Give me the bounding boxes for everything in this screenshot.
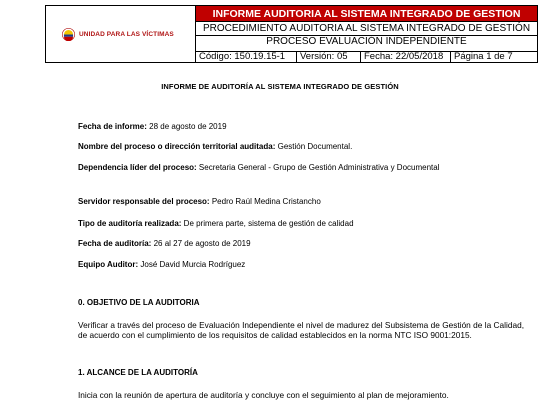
field-lead-department (78, 162, 518, 173)
field-value: 26 al 27 de agosto de 2019 (151, 239, 251, 248)
field-report-date (78, 121, 518, 132)
field-value: Secretaria General - Grupo de Gestión Administrativa y Documental (196, 163, 440, 172)
document-title: INFORME DE AUDITORÍA AL SISTEMA INTEGRADO DE GESTIÓN (161, 82, 399, 91)
field-value: 28 de agosto de 2019 (146, 122, 227, 131)
header-meta-row (196, 51, 537, 62)
field-label: Equipo Auditor: (78, 260, 139, 269)
header-info (196, 6, 537, 62)
unidad-victimas-logo-icon (62, 28, 75, 41)
field-label: Fecha de auditoría: (78, 239, 152, 248)
field-value: José David Murcia Rodríguez (138, 260, 246, 269)
field-label: Servidor responsable del proceso: (78, 197, 210, 206)
field-label: Dependencia líder del proceso: (78, 163, 197, 172)
document-header (45, 5, 538, 63)
field-audit-date (78, 238, 518, 249)
field-label: Tipo de auditoría realizada: (78, 219, 182, 228)
header-procedure: PROCEDIMIENTO AUDITORIA AL SISTEMA INTEGRADO DE GESTIÓN (196, 23, 537, 36)
header-process: PROCESO EVALUACIÓN INDEPENDIENTE (266, 36, 467, 47)
field-value: Gestión Documental. (275, 142, 353, 151)
header-version: Versión: 05 (297, 52, 361, 62)
field-label: Fecha de informe: (78, 122, 147, 131)
logo-text: UNIDAD PARA LAS VÍCTIMAS (79, 31, 174, 38)
field-label: Nombre del proceso o dirección territorial auditada: (78, 142, 276, 151)
section-text-objective: Verificar a través del proceso de Evaluación Independiente el nivel de madurez del Subsistema de Gestión de la Calidad, de acuerdo con el cumplimiento de los requisitos de calidad establecidos en la norma NTC ISO 9001:2015. (78, 320, 524, 340)
section-text-scope: Inicia con la reunión de apertura de auditoría y concluye con el seguimiento al plan de mejoramiento. (78, 390, 449, 400)
field-process-name (78, 141, 518, 152)
logo-cell (46, 6, 196, 62)
header-date: Fecha: 22/05/2018 (361, 52, 451, 62)
field-responsible-official (78, 196, 518, 207)
field-audit-team (78, 259, 518, 270)
field-value: De primera parte, sistema de gestión de calidad (181, 219, 354, 228)
header-page: Página 1 de 7 (454, 51, 513, 62)
section-heading-objective: 0. OBJETIVO DE LA AUDITORIA (78, 298, 200, 307)
section-heading-scope: 1. ALCANCE DE LA AUDITORÍA (78, 368, 198, 377)
header-code: Código: 150.19.15-1 (196, 52, 297, 62)
header-title: INFORME AUDITORIA AL SISTEMA INTEGRADO DE GESTION (196, 6, 537, 22)
field-value: Pedro Raúl Medina Cristancho (209, 197, 321, 206)
field-audit-type (78, 218, 518, 229)
